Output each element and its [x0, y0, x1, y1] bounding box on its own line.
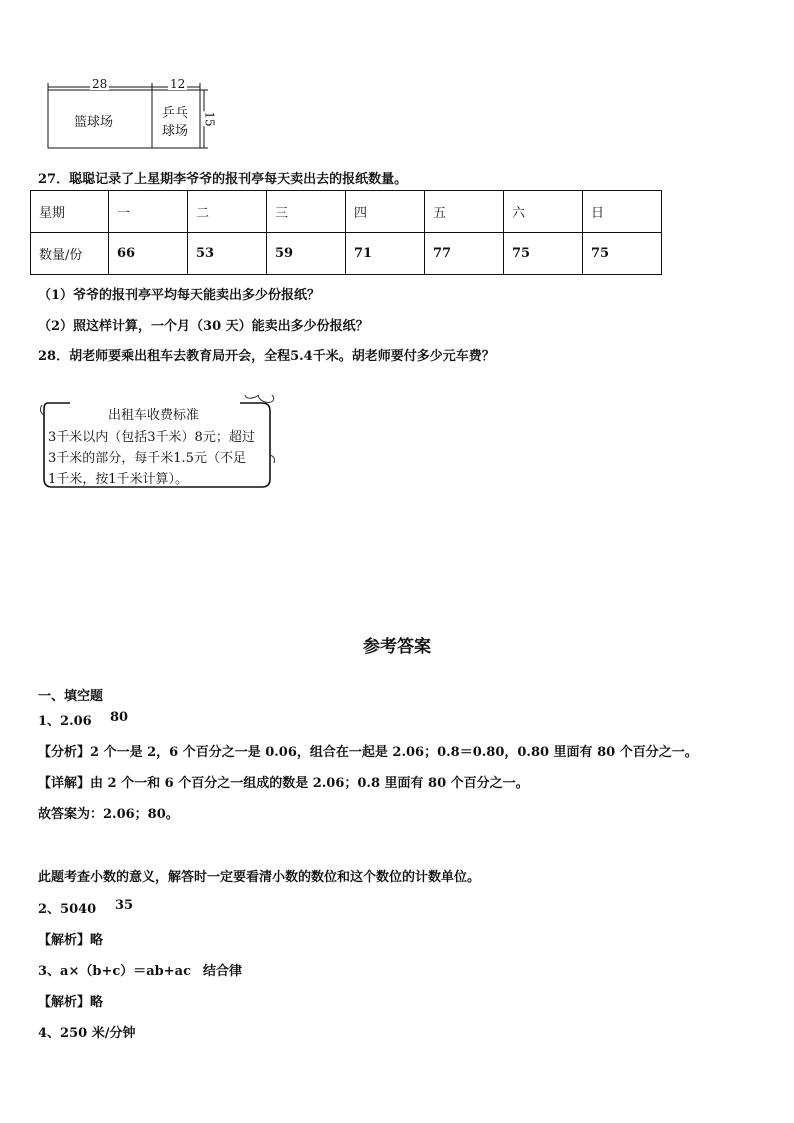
dimension-12: 12	[170, 77, 186, 91]
taxi-card-line2: 3千米的部分，每千米1.5元（不足	[48, 451, 246, 466]
answer-2-value: 35	[115, 898, 134, 913]
answer-3-number: 3、a×（b+c）＝ab+ac	[38, 964, 192, 979]
pingpong-label-line2: 球场	[162, 124, 189, 139]
table-cell-count: 77	[425, 233, 504, 275]
table-cell-count: 59	[267, 233, 346, 275]
table-header-quantity: 数量/份	[31, 233, 109, 275]
table-cell-count: 75	[504, 233, 583, 275]
answer-3-value: 结合律	[203, 964, 243, 979]
table-row-counts	[31, 233, 662, 275]
taxi-card-title: 出租车收费标准	[108, 408, 200, 423]
table-cell-count: 53	[188, 233, 267, 275]
table-header-weekday: 星期	[31, 191, 109, 233]
question-27-prompt: 27．聪聪记录了上星期李爷爷的报刊亭每天卖出去的报纸数量。	[38, 172, 408, 187]
basketball-court-label: 篮球场	[74, 115, 114, 130]
taxi-fare-card	[40, 395, 276, 491]
table-row-days	[31, 191, 662, 233]
question-27-sub1: （1）爷爷的报刊亭平均每天能卖出多少份报纸？	[38, 288, 321, 303]
answer-1-conclusion: 故答案为：2.06；80。	[38, 807, 179, 822]
answer-2-analysis: 【解析】略	[38, 933, 104, 948]
table-cell-count: 75	[583, 233, 662, 275]
section-fill-blank: 一、填空题	[38, 689, 104, 704]
taxi-card-line3: 1千米，按1千米计算）。	[48, 472, 189, 487]
answer-1-note: 此题考查小数的意义，解答时一定要看清小数的数位和这个数位的计数单位。	[38, 870, 481, 885]
table-cell-count: 71	[346, 233, 425, 275]
question-28-prompt: 28．胡老师要乘出租车去教育局开会，全程5.4千米。胡老师要付多少元车费？	[38, 349, 495, 364]
table-cell-count: 66	[109, 233, 188, 275]
table-cell-day: 一	[109, 191, 188, 233]
answer-1-detail: 【详解】由 2 个一和 6 个百分之一组成的数是 2.06；0.8 里面有 80 个百分之一。	[38, 776, 529, 791]
taxi-card-line1: 3千米以内（包括3千米）8元；超过	[48, 430, 255, 445]
court-diagram	[40, 78, 220, 150]
dimension-15: 15	[202, 111, 217, 127]
table-cell-day: 三	[267, 191, 346, 233]
answer-1-analysis: 【分析】2 个一是 2，6 个百分之一是 0.06，组合在一起是 2.06；0.8＝0.80，0.80 里面有 80 个百分之一。	[38, 745, 698, 760]
table-cell-day: 五	[425, 191, 504, 233]
pingpong-label-line1: 乒乓	[162, 106, 189, 121]
table-cell-day: 六	[504, 191, 583, 233]
table-cell-day: 四	[346, 191, 425, 233]
answer-2-number: 2、5040	[38, 902, 97, 917]
answer-3-analysis: 【解析】略	[38, 995, 104, 1010]
answers-title: 参考答案	[363, 637, 431, 657]
answer-1-value: 80	[110, 710, 129, 725]
dimension-28: 28	[92, 77, 108, 91]
answer-1-number: 1、2.06	[38, 714, 92, 729]
answer-4: 4、250 米/分钟	[38, 1026, 136, 1041]
newspaper-sales-table	[30, 190, 662, 275]
table-cell-day: 日	[583, 191, 662, 233]
question-27-sub2: （2）照这样计算，一个月（30 天）能卖出多少份报纸？	[38, 319, 369, 334]
table-cell-day: 二	[188, 191, 267, 233]
court-diagram-svg	[40, 78, 220, 150]
